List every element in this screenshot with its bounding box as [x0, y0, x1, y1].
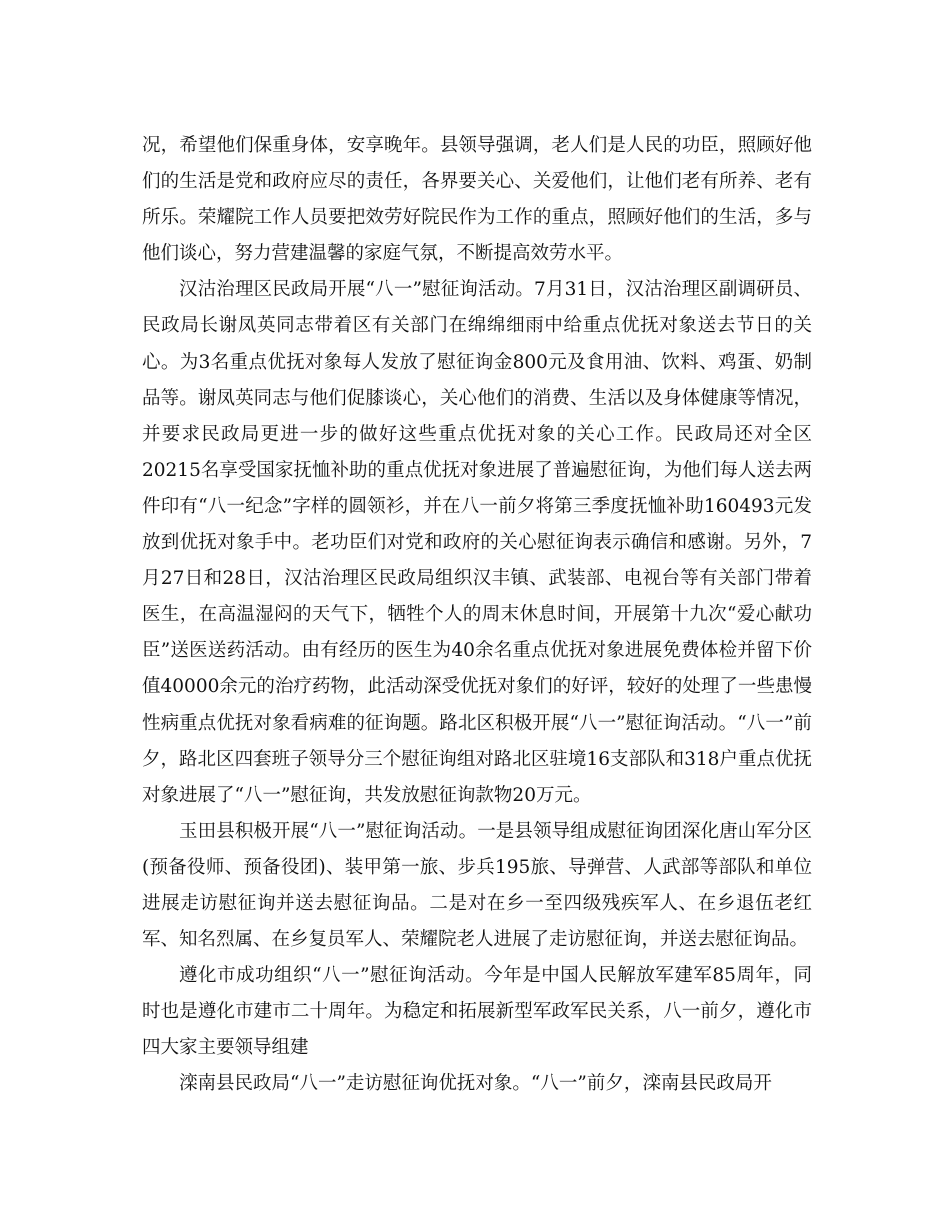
paragraph-3: 玉田县积极开展“八一”慰征询活动。一是县领导组成慰征询团深化唐山军分区(预备役师、预备役团)、装甲第一旅、步兵195旅、导弹营、人武部等部队和单位进展走访慰征询并送去慰征询品。二是对在乡一至四级残疾军人、在乡退伍老红军、知名烈属、在乡复员军人、荣耀院老人进展了走访慰征询，并送去慰征询品。 — [142, 820, 812, 951]
paragraph-1: 况，希望他们保重身体，安享晚年。县领导强调，老人们是人民的功臣，照顾好他们的生活是党和政府应尽的责任，各界要关心、关爱他们，让他们老有所养、老有所乐。荣耀院工作人员要把效劳好院民作为工作的重点，照顾好他们的生活，多与他们谈心，努力营建温馨的家庭气氛，不断提高效劳水平。 — [142, 135, 812, 265]
paragraph-4: 遵化市成功组织“八一”慰征询活动。今年是中国人民解放军建军85周年，同时也是遵化市建市二十周年。为稳定和拓展新型军政军民关系，八一前夕，遵化市四大家主要领导组建 — [142, 965, 812, 1059]
paragraph-5: 滦南县民政局“八一”走访慰征询优抚对象。“八一”前夕，滦南县民政局开 — [179, 1073, 772, 1095]
paragraph-2: 汉沽治理区民政局开展“八一”慰征询活动。7月31日，汉沽治理区副调研员、民政局长谢凤英同志带着区有关部门在绵绵细雨中给重点优抚对象送去节日的关心。为3名重点优抚对象每人发放了慰征询金800元及食用油、饮料、鸡蛋、奶制品等。谢凤英同志与他们促膝谈心，关心他们的消费、生活以及身体健康等情况，并要求民政局更进一步的做好这些重点优抚对象的关心工作。民政局还对全区20215名享受国家抚恤补助的重点优抚对象进展了普遍慰征询，为他们每人送去两件印有“八一纪念”字样的圆领衫，并在八一前夕将第三季度抚恤补助160493元发放到优抚对象手中。老功臣们对党和政府的关心慰征询表示确信和感谢。另外，7月27日和28日，汉沽治理区民政局组织汉丰镇、武装部、电视台等有关部门带着医生，在高温湿闷的天气下，牺牲个人的周末休息时间，开展第十九次“爱心献功臣”送医送药活动。由有经历的医生为40余名重点优抚对象进展免费体检并留下价值40000余元的治疗药物，此活动深受优抚对象们的好评，较好的处理了一些患慢性病重点优抚对象看病难的征询题。路北区积极开展“八一”慰征询活动。“八一”前夕，路北区四套班子领导分三个慰征询组对路北区驻境16支部队和318户重点优抚对象进展了“八一”慰征询，共发放慰征询款物20万元。 — [142, 279, 812, 806]
document-body — [142, 128, 812, 1103]
